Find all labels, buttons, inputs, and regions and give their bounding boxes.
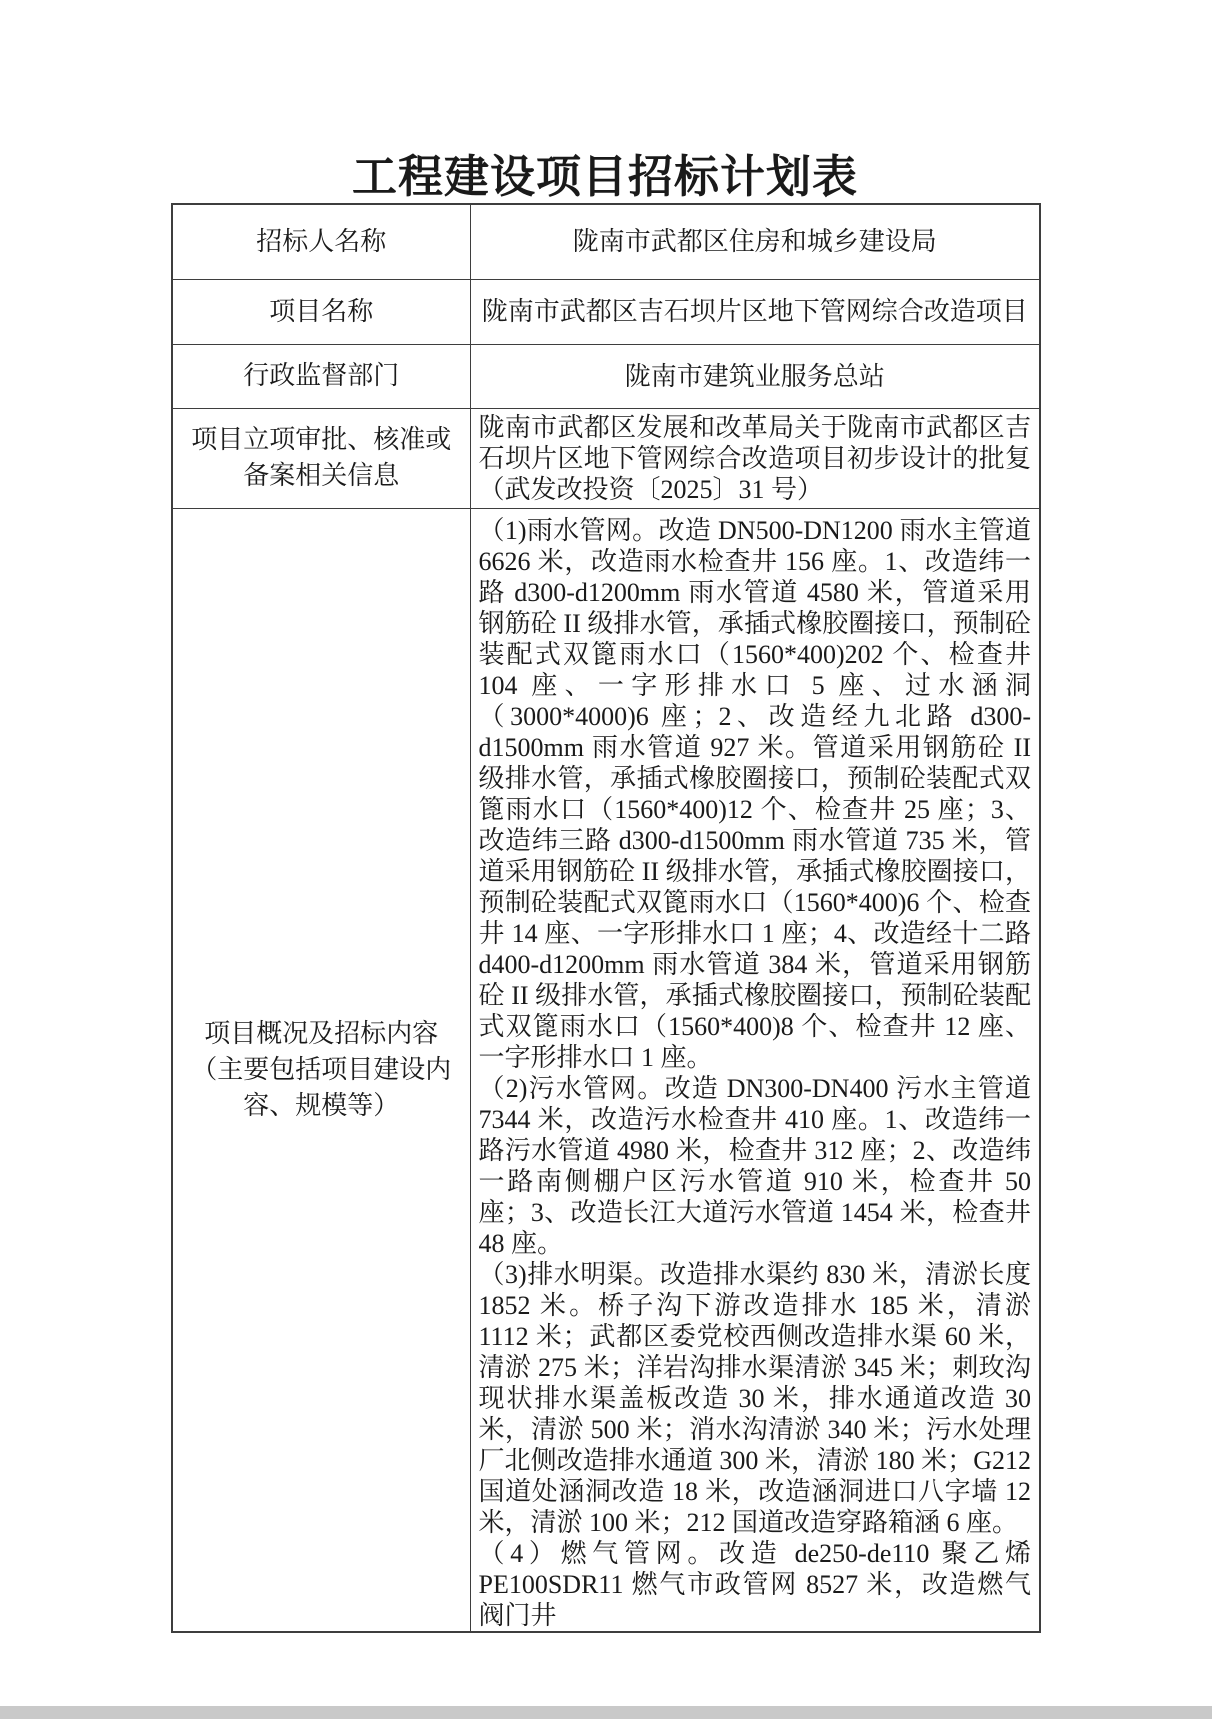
row-label-approval-info: 项目立项审批、核准或备案相关信息 [172, 408, 470, 508]
table-row-project-name [172, 279, 1040, 344]
overview-paragraph-rainwater: （1)雨水管网。改造 DN500-DN1200 雨水主管道 6626 米，改造雨水检查井 156 座。1、改造纬一路 d300-d1200mm 雨水管道 4580 米，管道采用钢筋砼 II 级排水管，承插式橡胶圈接口，预制砼装配式双篦雨水口（1560*400)202 个、检查井 104 座、一字形排水口 5 座、过水涵洞（3000*4000)6 座；2、改造经九北路 d300-d1500mm 雨水管道 927 米。管道采用钢筋砼 II 级排水管，承插式橡胶圈接口，预制砼装配式双篦雨水口（1560*400)12 个、检查井 25 座；3、改造纬三路 d300-d1500mm 雨水管道 735 米，管道采用钢筋砼 II 级排水管，承插式橡胶圈接口，预制砼装配式双篦雨水口（1560*400)6 个、检查井 14 座、一字形排水口 1 座；4、改造经十二路 d400-d1200mm 雨水管道 384 米，管道采用钢筋砼 II 级排水管，承插式橡胶圈接口，预制砼装配式双篦雨水口（1560*400)8 个、检查井 12 座、一字形排水口 1 座。 [478, 515, 1031, 1072]
overview-paragraph-sewage: （2)污水管网。改造 DN300-DN400 污水主管道 7344 米，改造污水检查井 410 座。1、改造纬一路污水管道 4980 米，检查井 312 座；2、改造纬一路南侧棚户区污水管道 910 米，检查井 50 座；3、改造长江大道污水管道 1454 米，检查井 48 座。 [478, 1073, 1031, 1258]
page-title: 工程建设项目招标计划表 [351, 152, 858, 202]
row-value-bidder-name: 陇南市武都区住房和城乡建设局 [470, 204, 1040, 279]
row-value-approval-info: 陇南市武都区发展和改革局关于陇南市武都区吉石坝片区地下管网综合改造项目初步设计的批复（武发改投资〔2025〕31 号） [470, 408, 1040, 508]
table-row-project-overview [172, 508, 1040, 1632]
page-bottom-bar [0, 1706, 1212, 1719]
row-value-project-overview [470, 508, 1040, 1632]
row-label-bidder-name: 招标人名称 [172, 204, 470, 279]
row-label-project-overview: 项目概况及招标内容（主要包括项目建设内容、规模等） [172, 508, 470, 1632]
row-value-project-name: 陇南市武都区吉石坝片区地下管网综合改造项目 [470, 279, 1040, 344]
row-label-project-name: 项目名称 [172, 279, 470, 344]
overview-paragraph-gas: （4）燃气管网。改造 de250-de110 聚乙烯 PE100SDR11 燃气市政管网 8527 米，改造燃气阀门井 [478, 1538, 1031, 1630]
row-label-supervision-dept: 行政监督部门 [172, 344, 470, 408]
overview-paragraph-open-channel: （3)排水明渠。改造排水渠约 830 米，清淤长度 1852 米。桥子沟下游改造排水 185 米，清淤 1112 米；武都区委党校西侧改造排水渠 60 米，清淤 275 米；洋岩沟排水渠清淤 345 米；刺玫沟现状排水渠盖板改造 30 米，排水通道改造 30 米，清淤 500 米；消水沟清淤 340 米；污水处理厂北侧改造排水通道 300 米，清淤 180 米；G212 国道处涵洞改造 18 米，改造涵洞进口八字墙 12 米，清淤 100 米；212 国道改造穿路箱涵 6 座。 [478, 1259, 1031, 1537]
bidding-plan-table [171, 203, 1041, 1633]
row-value-supervision-dept: 陇南市建筑业服务总站 [470, 344, 1040, 408]
table-row-bidder [172, 204, 1040, 279]
table-row-supervisor [172, 344, 1040, 408]
table-row-approval-info [172, 408, 1040, 508]
